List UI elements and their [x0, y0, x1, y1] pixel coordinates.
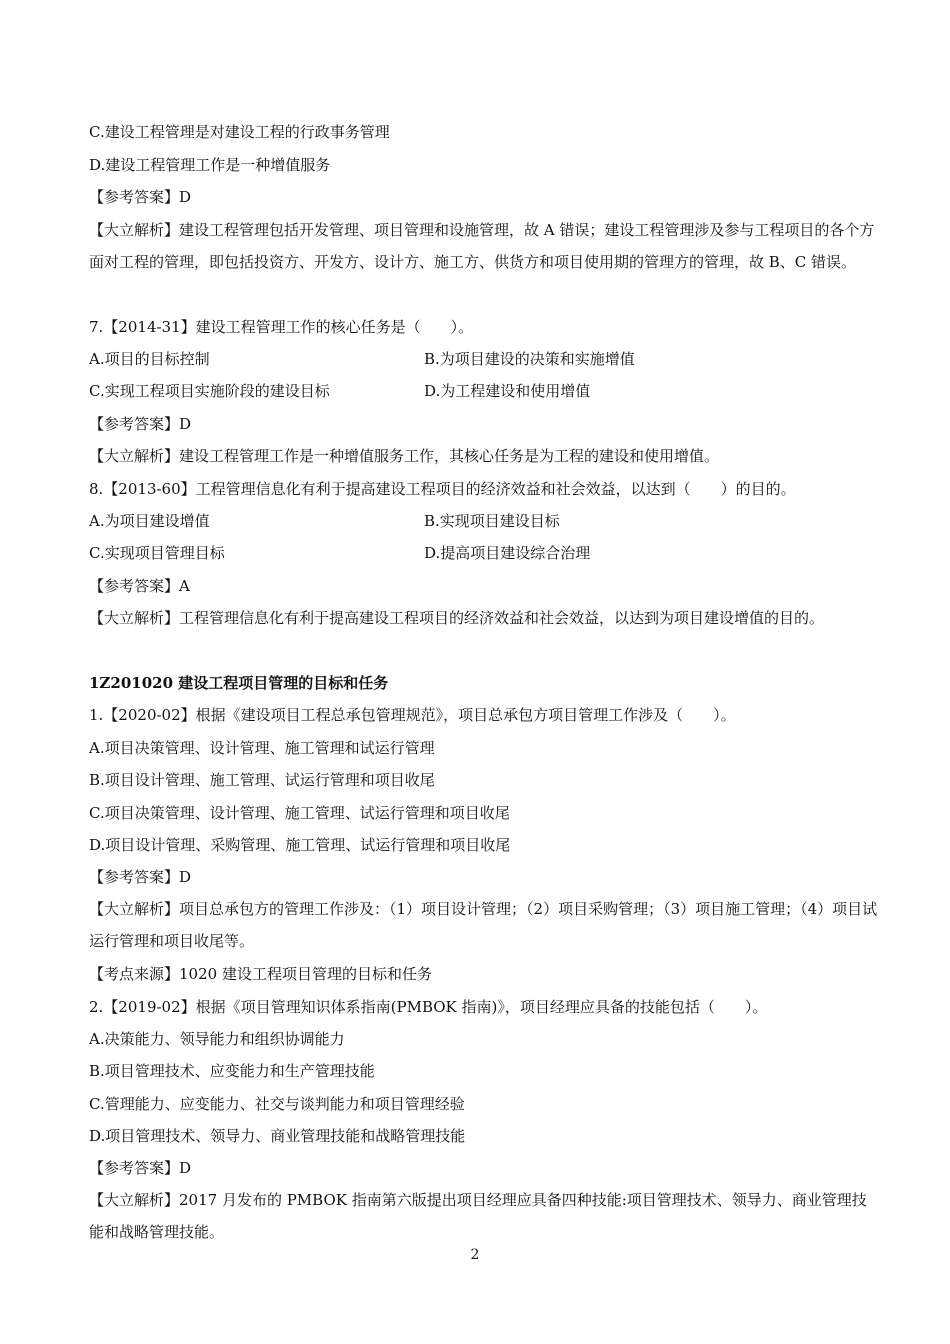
- page-number: 2: [470, 1247, 480, 1263]
- option-a: A.决策能力、领导能力和组织协调能力: [89, 1030, 345, 1048]
- option-d: D.为工程建设和使用增值: [424, 382, 591, 400]
- option-c: C.项目决策管理、设计管理、施工管理、试运行管理和项目收尾: [89, 804, 510, 822]
- option-d-line: D.建设工程管理工作是一种增值服务: [89, 156, 331, 174]
- option-row: [89, 511, 879, 531]
- option-row: [89, 381, 879, 401]
- option-c: C.管理能力、应变能力、社交与谈判能力和项目管理经验: [89, 1095, 465, 1113]
- explanation-line: 【大立解析】建设工程管理工作是一种增值服务工作，其核心任务是为工程的建设和使用增值。: [89, 447, 720, 465]
- option-c: C.实现项目管理目标: [89, 544, 225, 562]
- option-a: A.项目的目标控制: [89, 350, 210, 368]
- question-1: 1.【2020-02】根据《建设项目工程总承包管理规范》，项目总承包方项目管理工作涉及（ ）。: [89, 706, 736, 724]
- question-8: 8.【2013-60】工程管理信息化有利于提高建设工程项目的经济效益和社会效益，以达到（ ）的目的。: [89, 480, 796, 498]
- option-row: [89, 543, 879, 563]
- answer-line: 【参考答案】A: [89, 577, 190, 595]
- answer-line: 【参考答案】D: [89, 188, 192, 206]
- section-heading: 1Z201020 建设工程项目管理的目标和任务: [89, 674, 389, 692]
- option-b: B.项目设计管理、施工管理、试运行管理和项目收尾: [89, 771, 435, 789]
- option-b: B.实现项目建设目标: [424, 512, 560, 530]
- option-a: A.项目决策管理、设计管理、施工管理和试运行管理: [89, 739, 435, 757]
- option-d: D.项目设计管理、采购管理、施工管理、试运行管理和项目收尾: [89, 836, 511, 854]
- option-c-line: C.建设工程管理是对建设工程的行政事务管理: [89, 123, 390, 141]
- answer-line: 【参考答案】D: [89, 868, 192, 886]
- answer-line: 【参考答案】D: [89, 1159, 192, 1177]
- explanation-paragraph: 【大立解析】工程管理信息化有利于提高建设工程项目的经济效益和社会效益，以达到为项目建设增值的目的。: [89, 609, 825, 627]
- option-d: D.提高项目建设综合治理: [424, 544, 591, 562]
- option-a: A.为项目建设增值: [89, 512, 210, 530]
- source-line: 【考点来源】1020 建设工程项目管理的目标和任务: [89, 965, 432, 983]
- explanation-paragraph: 【大立解析】项目总承包方的管理工作涉及：（1）项目设计管理；（2）项目采购管理；（3）项目施工管理；（4）项目试运行管理和项目收尾等。: [89, 900, 878, 950]
- answer-line: 【参考答案】D: [89, 415, 192, 433]
- option-row: [89, 349, 879, 369]
- option-c: C.实现工程项目实施阶段的建设目标: [89, 382, 330, 400]
- question-7: 7.【2014-31】建设工程管理工作的核心任务是（ ）。: [89, 318, 474, 336]
- option-b: B.项目管理技术、应变能力和生产管理技能: [89, 1062, 375, 1080]
- explanation-paragraph: 【大立解析】2017 月发布的 PMBOK 指南第六版提出项目经理应具备四种技能:项目管理技术、领导力、商业管理技能和战略管理技能。: [89, 1191, 867, 1241]
- explanation-paragraph: 【大立解析】建设工程管理包括开发管理、项目管理和设施管理，故 A 错误；建设工程管理涉及参与工程项目的各个方面对工程的管理，即包括投资方、开发方、设计方、施工方、供货方和项目使用期的管理方的管理，故 B、C 错误。: [89, 221, 875, 271]
- question-2: 2.【2019-02】根据《项目管理知识体系指南(PMBOK 指南)》，项目经理应具备的技能包括（ ）。: [89, 998, 768, 1016]
- option-d: D.项目管理技术、领导力、商业管理技能和战略管理技能: [89, 1127, 466, 1145]
- option-b: B.为项目建设的决策和实施增值: [424, 350, 635, 368]
